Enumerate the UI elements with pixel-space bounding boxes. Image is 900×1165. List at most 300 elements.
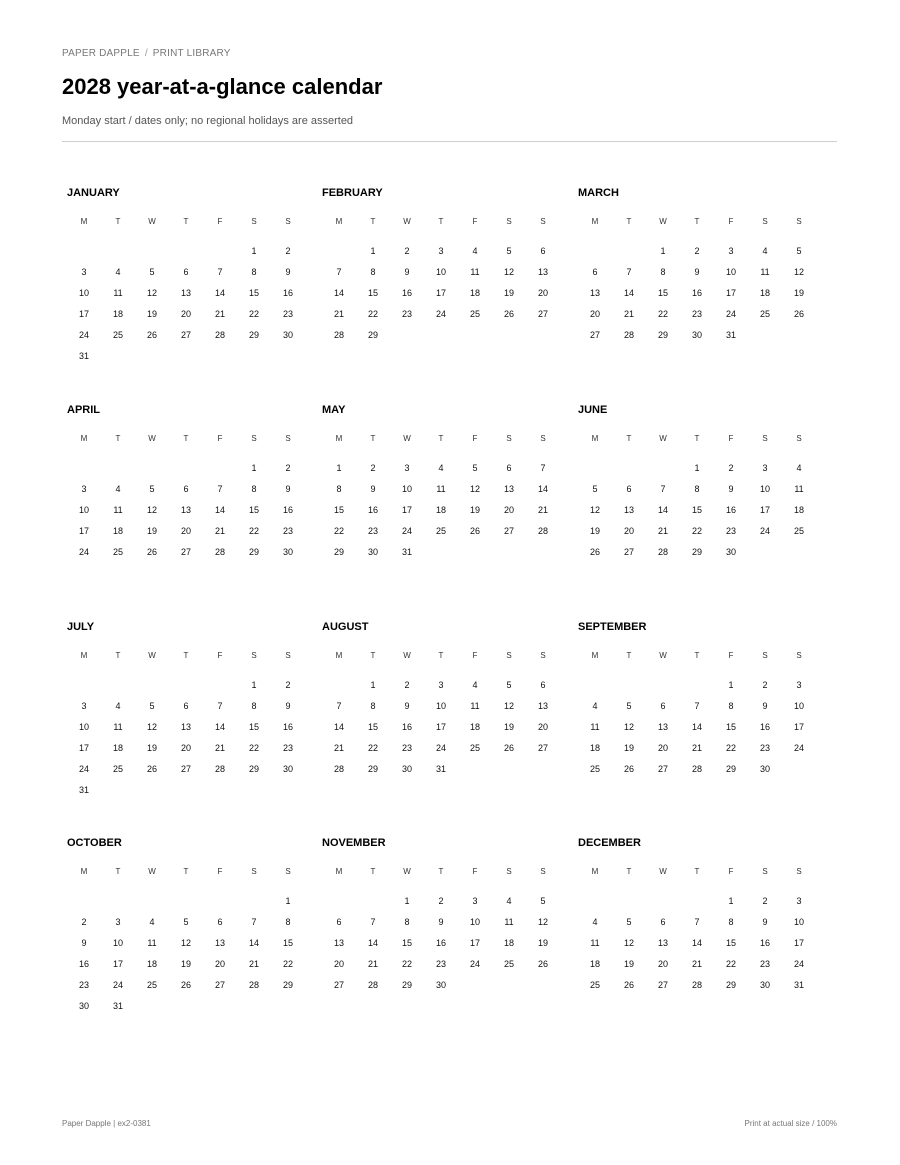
- weekday-label: M: [80, 867, 88, 876]
- day-cell: 16: [282, 722, 293, 732]
- week-row: [322, 330, 560, 346]
- day-cell: 21: [248, 959, 259, 969]
- weekday-label: F: [472, 867, 478, 876]
- day-cell: 29: [691, 547, 702, 557]
- day-cell: 12: [589, 505, 600, 515]
- day-cell: 25: [503, 959, 514, 969]
- day-cell: 18: [469, 722, 480, 732]
- day-cell: 30: [691, 330, 702, 340]
- weekday-label: M: [591, 867, 599, 876]
- day-cell: 24: [435, 743, 446, 753]
- day-cell: 25: [759, 309, 770, 319]
- day-cell: 22: [367, 743, 378, 753]
- day-cell: 22: [248, 309, 259, 319]
- day-cell: 24: [112, 980, 123, 990]
- page-title: 2028 year-at-a-glance calendar: [62, 74, 383, 99]
- day-cell: 18: [589, 959, 600, 969]
- month-name: NOVEMBER: [322, 837, 386, 849]
- day-cell: 23: [725, 526, 736, 536]
- weekday-label: M: [335, 651, 343, 660]
- day-cell: 3: [796, 680, 802, 690]
- day-cell: 3: [81, 701, 87, 711]
- weekday-header-row: [67, 867, 305, 883]
- day-cell: 7: [336, 701, 342, 711]
- day-cell: 25: [589, 764, 600, 774]
- day-cell: 29: [248, 547, 259, 557]
- day-cell: 6: [626, 484, 632, 494]
- day-cell: 1: [370, 680, 376, 690]
- day-cell: 10: [793, 917, 804, 927]
- breadcrumb-brand: PAPER DAPPLE: [62, 48, 140, 59]
- day-cell: 27: [180, 330, 191, 340]
- day-cell: 6: [540, 246, 546, 256]
- day-cell: 17: [793, 722, 804, 732]
- day-cell: 3: [762, 463, 768, 473]
- week-row: [322, 288, 560, 304]
- day-cell: 24: [793, 743, 804, 753]
- weekday-label: T: [115, 217, 121, 226]
- day-cell: 8: [404, 917, 410, 927]
- day-cell: 2: [81, 917, 87, 927]
- week-row: [67, 267, 305, 283]
- day-cell: 4: [115, 484, 121, 494]
- day-cell: 21: [537, 505, 548, 515]
- week-row: [67, 722, 305, 738]
- week-row: [578, 267, 816, 283]
- week-row: [67, 917, 305, 933]
- week-row: [322, 938, 560, 954]
- day-cell: 30: [401, 764, 412, 774]
- day-cell: 3: [438, 246, 444, 256]
- day-cell: 14: [333, 288, 344, 298]
- weekday-label: F: [728, 217, 734, 226]
- weekday-label: F: [472, 651, 478, 660]
- day-cell: 27: [180, 547, 191, 557]
- day-cell: 8: [251, 484, 257, 494]
- day-cell: 3: [728, 246, 734, 256]
- day-cell: 28: [657, 547, 668, 557]
- day-cell: 21: [214, 526, 225, 536]
- day-cell: 18: [146, 959, 157, 969]
- day-cell: 25: [435, 526, 446, 536]
- day-cell: 9: [404, 701, 410, 711]
- day-cell: 20: [657, 743, 668, 753]
- week-row: [322, 896, 560, 912]
- day-cell: 26: [146, 547, 157, 557]
- day-cell: 10: [78, 505, 89, 515]
- day-cell: 23: [367, 526, 378, 536]
- week-row: [67, 980, 305, 996]
- day-cell: 2: [285, 246, 291, 256]
- day-cell: 18: [435, 505, 446, 515]
- day-cell: 28: [537, 526, 548, 536]
- week-row: [322, 484, 560, 500]
- week-row: [322, 743, 560, 759]
- weekday-label: W: [659, 867, 667, 876]
- week-row: [322, 764, 560, 780]
- day-cell: 23: [759, 959, 770, 969]
- day-cell: 14: [214, 722, 225, 732]
- week-row: [578, 463, 816, 479]
- day-cell: 3: [81, 484, 87, 494]
- day-cell: 27: [180, 764, 191, 774]
- weekday-label: T: [370, 217, 376, 226]
- day-cell: 11: [113, 505, 123, 515]
- day-cell: 3: [115, 917, 121, 927]
- week-row: [67, 959, 305, 975]
- day-cell: 15: [248, 288, 259, 298]
- weekday-label: S: [796, 867, 802, 876]
- day-cell: 12: [623, 938, 634, 948]
- day-cell: 28: [214, 330, 225, 340]
- day-cell: 5: [149, 701, 155, 711]
- week-row: [322, 547, 560, 563]
- weekday-header-row: [322, 434, 560, 450]
- day-cell: 15: [401, 938, 412, 948]
- week-row: [578, 484, 816, 500]
- day-cell: 17: [112, 959, 123, 969]
- weekday-label: S: [762, 434, 768, 443]
- day-cell: 23: [282, 743, 293, 753]
- weekday-label: T: [438, 651, 444, 660]
- day-cell: 11: [590, 722, 600, 732]
- weekday-label: F: [217, 217, 223, 226]
- day-cell: 28: [691, 980, 702, 990]
- day-cell: 23: [78, 980, 89, 990]
- day-cell: 12: [146, 722, 157, 732]
- day-cell: 1: [251, 246, 257, 256]
- day-cell: 7: [217, 484, 223, 494]
- day-cell: 9: [285, 267, 291, 277]
- header-divider: [62, 141, 837, 142]
- day-cell: 19: [146, 526, 157, 536]
- day-cell: 8: [251, 701, 257, 711]
- day-cell: 4: [472, 246, 478, 256]
- day-cell: 27: [333, 980, 344, 990]
- day-cell: 25: [589, 980, 600, 990]
- week-row: [578, 980, 816, 996]
- day-cell: 23: [282, 309, 293, 319]
- day-cell: 13: [180, 722, 191, 732]
- day-cell: 15: [691, 505, 702, 515]
- day-cell: 7: [336, 267, 342, 277]
- day-cell: 10: [78, 288, 89, 298]
- day-cell: 7: [370, 917, 376, 927]
- day-cell: 25: [469, 309, 480, 319]
- weekday-header-row: [67, 434, 305, 450]
- week-row: [322, 980, 560, 996]
- week-row: [578, 938, 816, 954]
- day-cell: 28: [248, 980, 259, 990]
- day-cell: 3: [438, 680, 444, 690]
- day-cell: 6: [183, 484, 189, 494]
- day-cell: 27: [537, 743, 548, 753]
- week-row: [322, 463, 560, 479]
- day-cell: 20: [623, 526, 634, 536]
- day-cell: 1: [370, 246, 376, 256]
- day-cell: 25: [469, 743, 480, 753]
- day-cell: 14: [333, 722, 344, 732]
- day-cell: 17: [401, 505, 412, 515]
- day-cell: 1: [694, 463, 700, 473]
- week-row: [67, 547, 305, 563]
- day-cell: 17: [78, 743, 89, 753]
- day-cell: 14: [657, 505, 668, 515]
- day-cell: 29: [657, 330, 668, 340]
- weekday-label: S: [796, 217, 802, 226]
- day-cell: 13: [214, 938, 225, 948]
- weekday-label: T: [694, 217, 700, 226]
- day-cell: 2: [762, 896, 768, 906]
- weekday-header-row: [578, 217, 816, 233]
- day-cell: 25: [146, 980, 157, 990]
- weekday-label: W: [148, 651, 156, 660]
- week-row: [578, 722, 816, 738]
- week-row: [578, 330, 816, 346]
- day-cell: 18: [503, 938, 514, 948]
- weekday-label: M: [591, 217, 599, 226]
- day-cell: 12: [146, 505, 157, 515]
- day-cell: 6: [183, 267, 189, 277]
- day-cell: 31: [401, 547, 412, 557]
- day-cell: 6: [592, 267, 598, 277]
- weekday-label: T: [438, 217, 444, 226]
- day-cell: 2: [370, 463, 376, 473]
- day-cell: 21: [214, 309, 225, 319]
- weekday-header-row: [578, 651, 816, 667]
- day-cell: 5: [183, 917, 189, 927]
- day-cell: 1: [285, 896, 291, 906]
- weekday-header-row: [322, 867, 560, 883]
- week-row: [322, 246, 560, 262]
- day-cell: 13: [657, 722, 668, 732]
- day-cell: 12: [180, 938, 191, 948]
- day-cell: 26: [793, 309, 804, 319]
- day-cell: 22: [725, 743, 736, 753]
- weekday-label: S: [762, 867, 768, 876]
- weekday-label: S: [506, 867, 512, 876]
- week-row: [322, 701, 560, 717]
- day-cell: 18: [469, 288, 480, 298]
- week-row: [67, 288, 305, 304]
- day-cell: 15: [333, 505, 344, 515]
- day-cell: 2: [728, 463, 734, 473]
- day-cell: 31: [435, 764, 446, 774]
- day-cell: 25: [793, 526, 804, 536]
- weekday-label: T: [694, 651, 700, 660]
- day-cell: 7: [694, 701, 700, 711]
- weekday-label: S: [540, 651, 546, 660]
- weekday-label: T: [370, 434, 376, 443]
- day-cell: 17: [759, 505, 770, 515]
- day-cell: 18: [112, 526, 123, 536]
- day-cell: 16: [78, 959, 89, 969]
- day-cell: 20: [333, 959, 344, 969]
- day-cell: 5: [626, 917, 632, 927]
- month-name: MARCH: [578, 187, 619, 199]
- day-cell: 1: [728, 680, 734, 690]
- month-name: JULY: [67, 621, 95, 633]
- week-row: [578, 505, 816, 521]
- month-name: JUNE: [578, 404, 608, 416]
- week-row: [67, 1001, 305, 1017]
- day-cell: 31: [78, 351, 89, 361]
- day-cell: 31: [112, 1001, 123, 1011]
- day-cell: 27: [589, 330, 600, 340]
- day-cell: 22: [333, 526, 344, 536]
- day-cell: 4: [506, 896, 512, 906]
- day-cell: 6: [540, 680, 546, 690]
- day-cell: 30: [759, 764, 770, 774]
- day-cell: 7: [694, 917, 700, 927]
- weekday-label: T: [115, 867, 121, 876]
- day-cell: 23: [282, 526, 293, 536]
- day-cell: 29: [248, 764, 259, 774]
- day-cell: 8: [660, 267, 666, 277]
- day-cell: 7: [540, 463, 546, 473]
- day-cell: 5: [592, 484, 598, 494]
- day-cell: 16: [435, 938, 446, 948]
- week-row: [67, 246, 305, 262]
- day-cell: 1: [336, 463, 342, 473]
- month-name: JANUARY: [67, 187, 120, 199]
- day-cell: 1: [728, 896, 734, 906]
- month-name: SEPTEMBER: [578, 621, 647, 633]
- weekday-label: S: [251, 651, 257, 660]
- day-cell: 22: [367, 309, 378, 319]
- day-cell: 4: [115, 701, 121, 711]
- weekday-label: T: [183, 217, 189, 226]
- day-cell: 11: [436, 484, 446, 494]
- day-cell: 16: [759, 722, 770, 732]
- day-cell: 14: [623, 288, 634, 298]
- day-cell: 26: [503, 743, 514, 753]
- day-cell: 10: [112, 938, 123, 948]
- day-cell: 2: [694, 246, 700, 256]
- day-cell: 7: [217, 267, 223, 277]
- day-cell: 17: [435, 722, 446, 732]
- day-cell: 6: [660, 701, 666, 711]
- weekday-label: F: [472, 434, 478, 443]
- day-cell: 2: [438, 896, 444, 906]
- weekday-label: F: [217, 651, 223, 660]
- day-cell: 17: [793, 938, 804, 948]
- day-cell: 26: [146, 330, 157, 340]
- week-row: [322, 722, 560, 738]
- day-cell: 17: [435, 288, 446, 298]
- day-cell: 20: [537, 722, 548, 732]
- day-cell: 15: [367, 288, 378, 298]
- day-cell: 26: [623, 764, 634, 774]
- day-cell: 10: [469, 917, 480, 927]
- day-cell: 13: [657, 938, 668, 948]
- day-cell: 21: [623, 309, 634, 319]
- day-cell: 5: [149, 267, 155, 277]
- day-cell: 14: [214, 505, 225, 515]
- day-cell: 29: [367, 764, 378, 774]
- day-cell: 8: [728, 701, 734, 711]
- weekday-label: T: [115, 651, 121, 660]
- day-cell: 10: [793, 701, 804, 711]
- day-cell: 11: [113, 288, 123, 298]
- week-row: [322, 680, 560, 696]
- week-row: [322, 309, 560, 325]
- day-cell: 4: [762, 246, 768, 256]
- day-cell: 4: [149, 917, 155, 927]
- weekday-label: W: [403, 217, 411, 226]
- day-cell: 31: [793, 980, 804, 990]
- day-cell: 29: [367, 330, 378, 340]
- day-cell: 8: [251, 267, 257, 277]
- weekday-label: M: [80, 651, 88, 660]
- weekday-label: M: [80, 434, 88, 443]
- day-cell: 4: [438, 463, 444, 473]
- day-cell: 8: [285, 917, 291, 927]
- day-cell: 30: [759, 980, 770, 990]
- day-cell: 18: [112, 743, 123, 753]
- day-cell: 13: [537, 267, 548, 277]
- day-cell: 24: [78, 547, 89, 557]
- day-cell: 27: [214, 980, 225, 990]
- day-cell: 23: [691, 309, 702, 319]
- day-cell: 5: [796, 246, 802, 256]
- day-cell: 4: [472, 680, 478, 690]
- week-row: [67, 309, 305, 325]
- day-cell: 9: [728, 484, 734, 494]
- day-cell: 20: [657, 959, 668, 969]
- weekday-label: F: [217, 867, 223, 876]
- day-cell: 12: [623, 722, 634, 732]
- week-row: [578, 896, 816, 912]
- day-cell: 14: [248, 938, 259, 948]
- day-cell: 23: [401, 309, 412, 319]
- weekday-label: S: [285, 651, 291, 660]
- day-cell: 11: [113, 722, 123, 732]
- day-cell: 31: [78, 785, 89, 795]
- day-cell: 25: [112, 547, 123, 557]
- weekday-label: W: [659, 651, 667, 660]
- day-cell: 9: [762, 917, 768, 927]
- weekday-label: F: [728, 434, 734, 443]
- weekday-label: T: [370, 867, 376, 876]
- weekday-label: S: [251, 217, 257, 226]
- weekday-label: S: [506, 217, 512, 226]
- day-cell: 17: [469, 938, 480, 948]
- day-cell: 28: [623, 330, 634, 340]
- day-cell: 30: [367, 547, 378, 557]
- day-cell: 19: [589, 526, 600, 536]
- week-row: [67, 764, 305, 780]
- day-cell: 15: [367, 722, 378, 732]
- weekday-label: M: [335, 434, 343, 443]
- day-cell: 19: [503, 722, 514, 732]
- day-cell: 22: [248, 526, 259, 536]
- weekday-label: T: [626, 867, 632, 876]
- day-cell: 14: [691, 938, 702, 948]
- day-cell: 27: [657, 764, 668, 774]
- day-cell: 27: [623, 547, 634, 557]
- day-cell: 8: [728, 917, 734, 927]
- day-cell: 19: [180, 959, 191, 969]
- week-row: [322, 526, 560, 542]
- day-cell: 13: [589, 288, 600, 298]
- day-cell: 1: [660, 246, 666, 256]
- weekday-label: M: [335, 867, 343, 876]
- weekday-label: S: [796, 434, 802, 443]
- weekday-label: S: [251, 434, 257, 443]
- day-cell: 12: [503, 267, 514, 277]
- day-cell: 11: [470, 267, 480, 277]
